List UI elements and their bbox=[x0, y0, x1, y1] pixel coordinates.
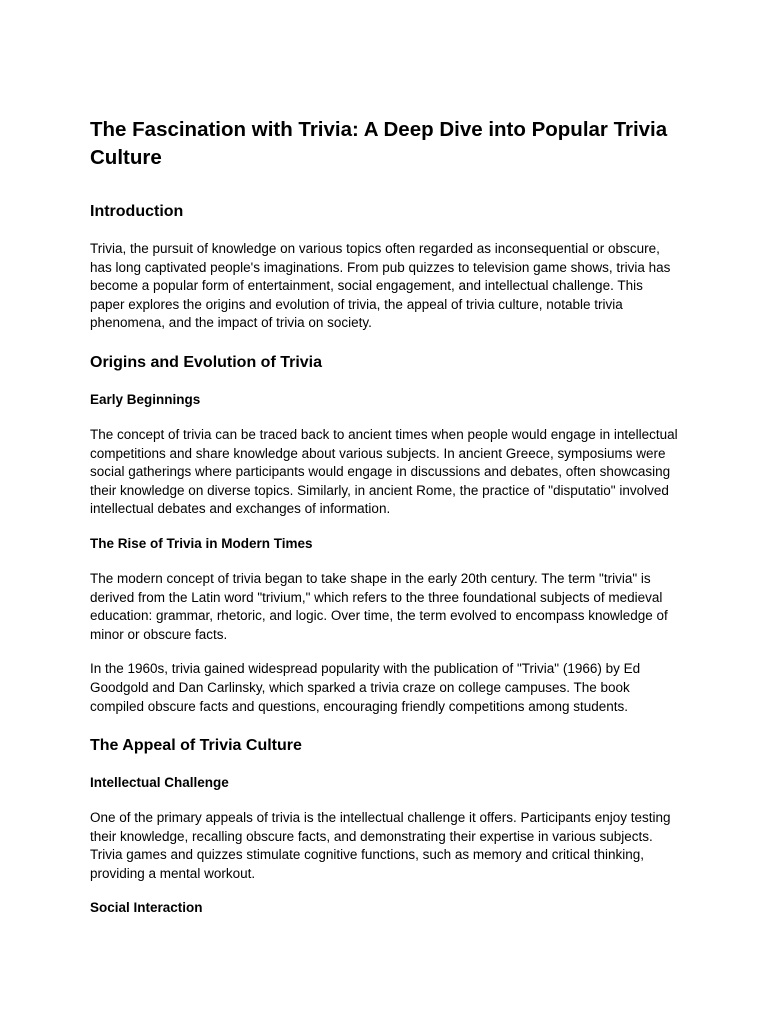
paragraph-intellectual-challenge: One of the primary appeals of trivia is the intellectual challenge it offers. Participants enjoy testing their knowledge, recalling obscure facts, and demonstrating their expertise in various subjects. Trivia games and quizzes stimulate cognitive functions, such as memory and critical thinking, providing a mental workout. bbox=[90, 810, 671, 881]
subsection-heading-intellectual-challenge: Intellectual Challenge bbox=[90, 775, 229, 791]
section-heading-introduction: Introduction bbox=[90, 203, 184, 220]
paragraph-modern-times-2: In the 1960s, trivia gained widespread popularity with the publication of "Trivia" (1966) by Ed Goodgold and Dan Carlinsky, which sparked a trivia craze on college campuses. The book compiled obscure facts and questions, encouraging friendly competitions among students. bbox=[90, 661, 641, 714]
subsection-heading-early-beginnings: Early Beginnings bbox=[90, 391, 201, 407]
paragraph-modern-times-1: The modern concept of trivia began to take shape in the early 20th century. The term "trivia" is derived from the Latin word "trivium," which refers to the three foundational subjects of medieval education: grammar, rhetoric, and logic. Over time, the term evolved to encompass knowledge of minor or obscure facts. bbox=[90, 570, 668, 642]
paragraph-early-beginnings: The concept of trivia can be traced back to ancient times when people would engage in intellectual competitions and share knowledge about various subjects. In ancient Greece, symposiums were social gatherings where participants would engage in discussions and debates, often showcasing their knowledge on diverse topics. Similarly, in ancient Rome, the practice of "disputatio" involved intellectual debates and exchanges of information. bbox=[90, 426, 678, 517]
subsection-heading-social-interaction: Social Interaction bbox=[90, 900, 203, 916]
document-title: The Fascination with Trivia: A Deep Dive into Popular Trivia Culture bbox=[90, 118, 668, 169]
paragraph-introduction: Trivia, the pursuit of knowledge on various topics often regarded as inconsequential or obscure, has long captivated people's imaginations. From pub quizzes to television game shows, trivia has become a popular form of entertainment, social engagement, and intellectual challenge. This paper explores the origins and evolution of trivia, the appeal of trivia culture, notable trivia phenomena, and the impact of trivia on society. bbox=[90, 241, 671, 331]
section-heading-appeal: The Appeal of Trivia Culture bbox=[90, 737, 302, 755]
subsection-heading-modern-times: The Rise of Trivia in Modern Times bbox=[90, 535, 313, 551]
section-heading-origins: Origins and Evolution of Trivia bbox=[90, 353, 323, 371]
